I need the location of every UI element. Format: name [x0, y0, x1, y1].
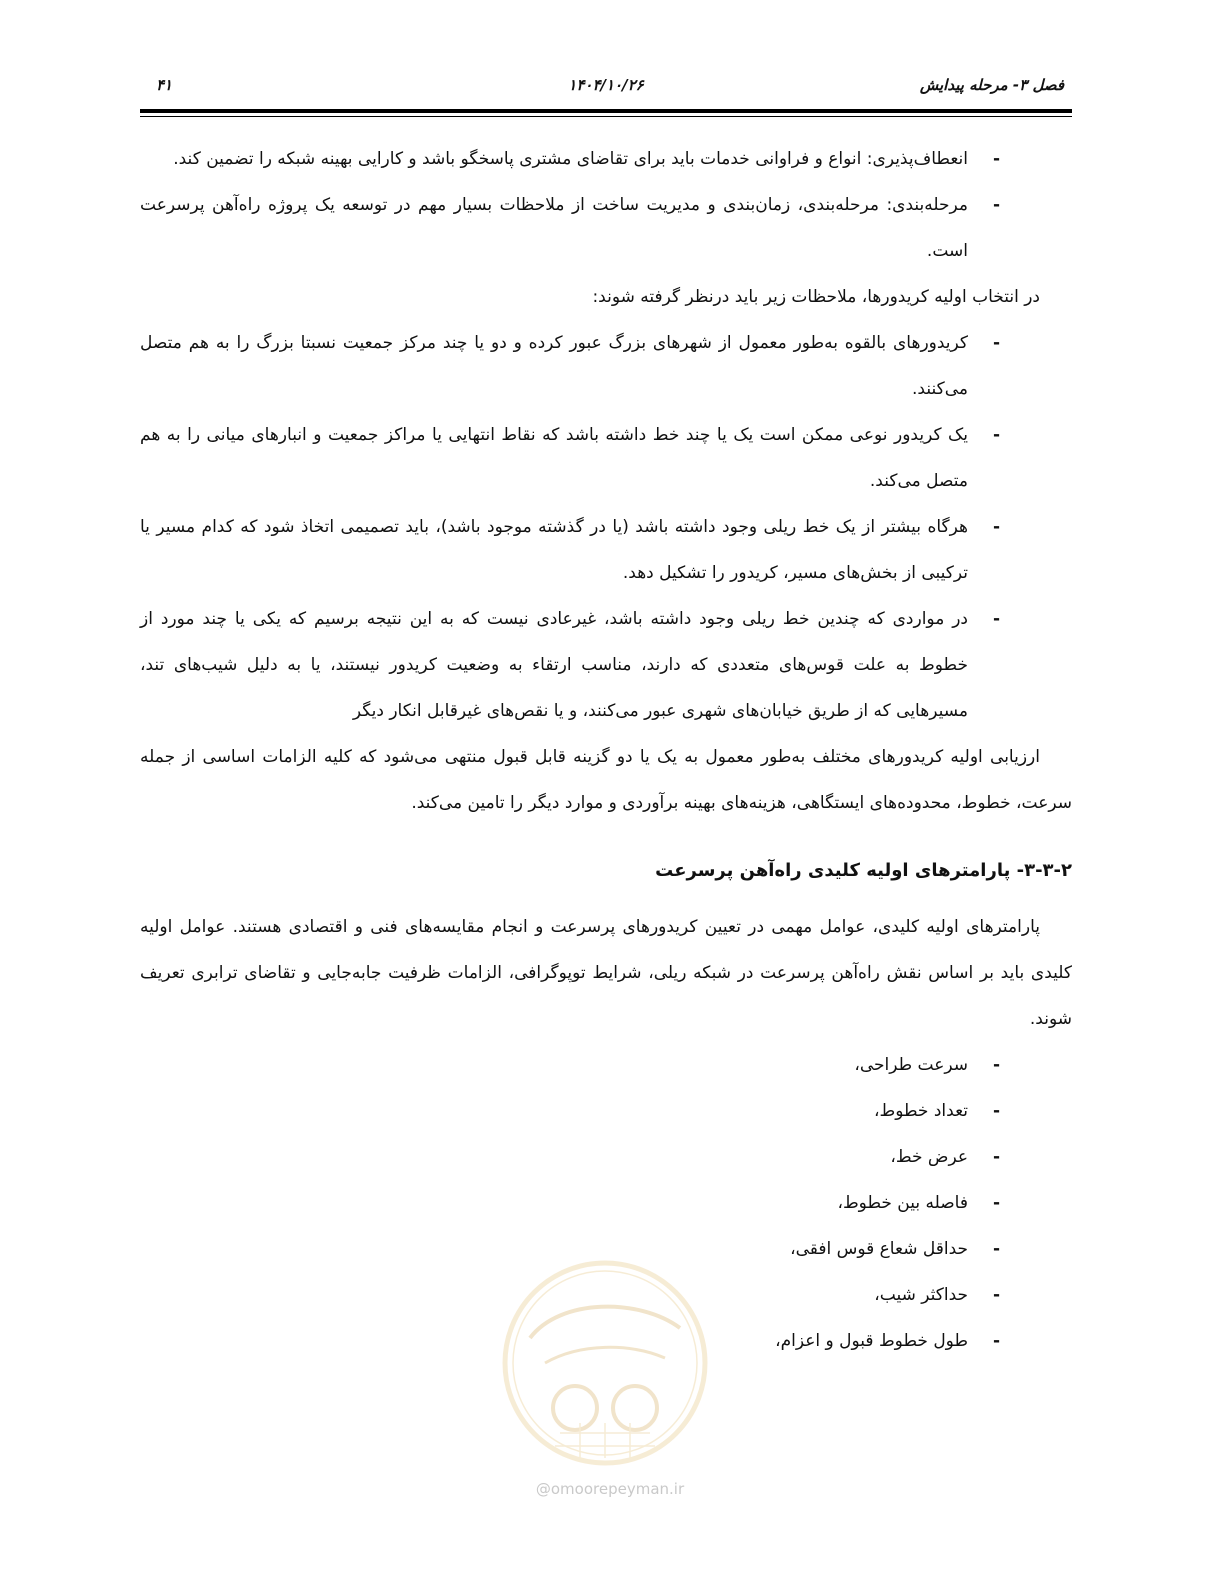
watermark-url: @omoorepeyman.ir [535, 1480, 685, 1498]
list-item: - حداکثر شیب، [140, 1272, 1072, 1318]
header-rule-thick [140, 109, 1072, 113]
list-item: - هرگاه بیشتر از یک خط ریلی وجود داشته باشد (یا در گذشته موجود باشد)، باید تصمیمی اتخاذ شود که کدام مسیر یا ترکیبی از بخش‌های مسیر، کریدور را تشکیل دهد. [140, 504, 1072, 596]
list-item: - حداقل شعاع قوس افقی، [140, 1226, 1072, 1272]
section-heading: ۳-۳-۲- پارامترهای اولیه کلیدی راه‌آهن پرسرعت [655, 860, 1072, 881]
list-item: - مرحله‌بندی: مرحله‌بندی، زمان‌بندی و مدیریت ساخت از ملاحظات بسیار مهم در توسعه یک پروژه راه‌آهن پرسرعت است. [140, 182, 1072, 274]
section-paragraph: پارامترهای اولیه کلیدی، عوامل مهمی در تعیین کریدورهای پرسرعت و انجام مقایسه‌های فنی و اقتصادی هستند. عوامل اولیه کلیدی باید بر اساس نقش راه‌آهن پرسرعت در شبکه ریلی، شرایط توپوگرافی، الزامات ظرفیت جابه‌جایی و تقاضای ترابری تعریف شوند. [140, 917, 1072, 1029]
list-item: - سرعت طراحی، [140, 1042, 1072, 1088]
list-item: - طول خطوط قبول و اعزام، [140, 1318, 1072, 1364]
list-item: - در مواردی که چندین خط ریلی وجود داشته باشد، غیرعادی نیست که به این نتیجه برسیم که یکی یا چند مورد از خطوط به علت قوس‌های متعددی که دارند، مناسب ارتقاء به وضعیت کریدور نیستند، یا به دلیل شیب‌های تند، مسیرهایی که از طریق خیابان‌های شهری عبور می‌کنند، و یا نقص‌های غیرقابل انکار دیگر [140, 596, 1072, 734]
list-item: - کریدورهای بالقوه به‌طور معمول از شهرهای بزرگ عبور کرده و دو یا چند مرکز جمعیت نسبتا بزرگ را به هم متصل می‌کنند. [140, 320, 1072, 412]
page-header [140, 70, 1072, 110]
bullet-list-top [140, 136, 1072, 274]
header-rule-thin [140, 116, 1072, 117]
list-item: - تعداد خطوط، [140, 1088, 1072, 1134]
watermark-seal-logo [500, 1258, 710, 1468]
chapter-title: فصل ۳- مرحله پیدایش [919, 76, 1064, 94]
list-item: - عرض خط، [140, 1134, 1072, 1180]
list-item: - انعطاف‌پذیری: انواع و فراوانی خدمات باید برای تقاضای مشتری پاسخگو باشد و کارایی بهینه شبکه را تضمین کند. [140, 136, 1072, 182]
evaluation-paragraph: ارزیابی اولیه کریدورهای مختلف به‌طور معمول به یک یا دو گزینه قابل قبول منتهی می‌شود که کلیه الزامات اساسی از جمله سرعت، خطوط، محدوده‌های ایستگاهی، هزینه‌های بهینه برآوردی و موارد دیگر را تامین می‌کند. [140, 747, 1072, 813]
list-item: - فاصله بین خطوط، [140, 1180, 1072, 1226]
page-body [140, 136, 1072, 1364]
bullet-list-corridors [140, 320, 1072, 734]
list-item: - یک کریدور نوعی ممکن است یک یا چند خط داشته باشد که نقاط انتهایی یا مراکز جمعیت و انبارهای میانی را به هم متصل می‌کند. [140, 412, 1072, 504]
page-number: ۴۱ [156, 76, 173, 94]
intro-paragraph: در انتخاب اولیه کریدورها، ملاحظات زیر باید درنظر گرفته شوند: [592, 287, 1040, 307]
header-date: ۱۴۰۴/۱۰/۲۶ [568, 76, 644, 94]
